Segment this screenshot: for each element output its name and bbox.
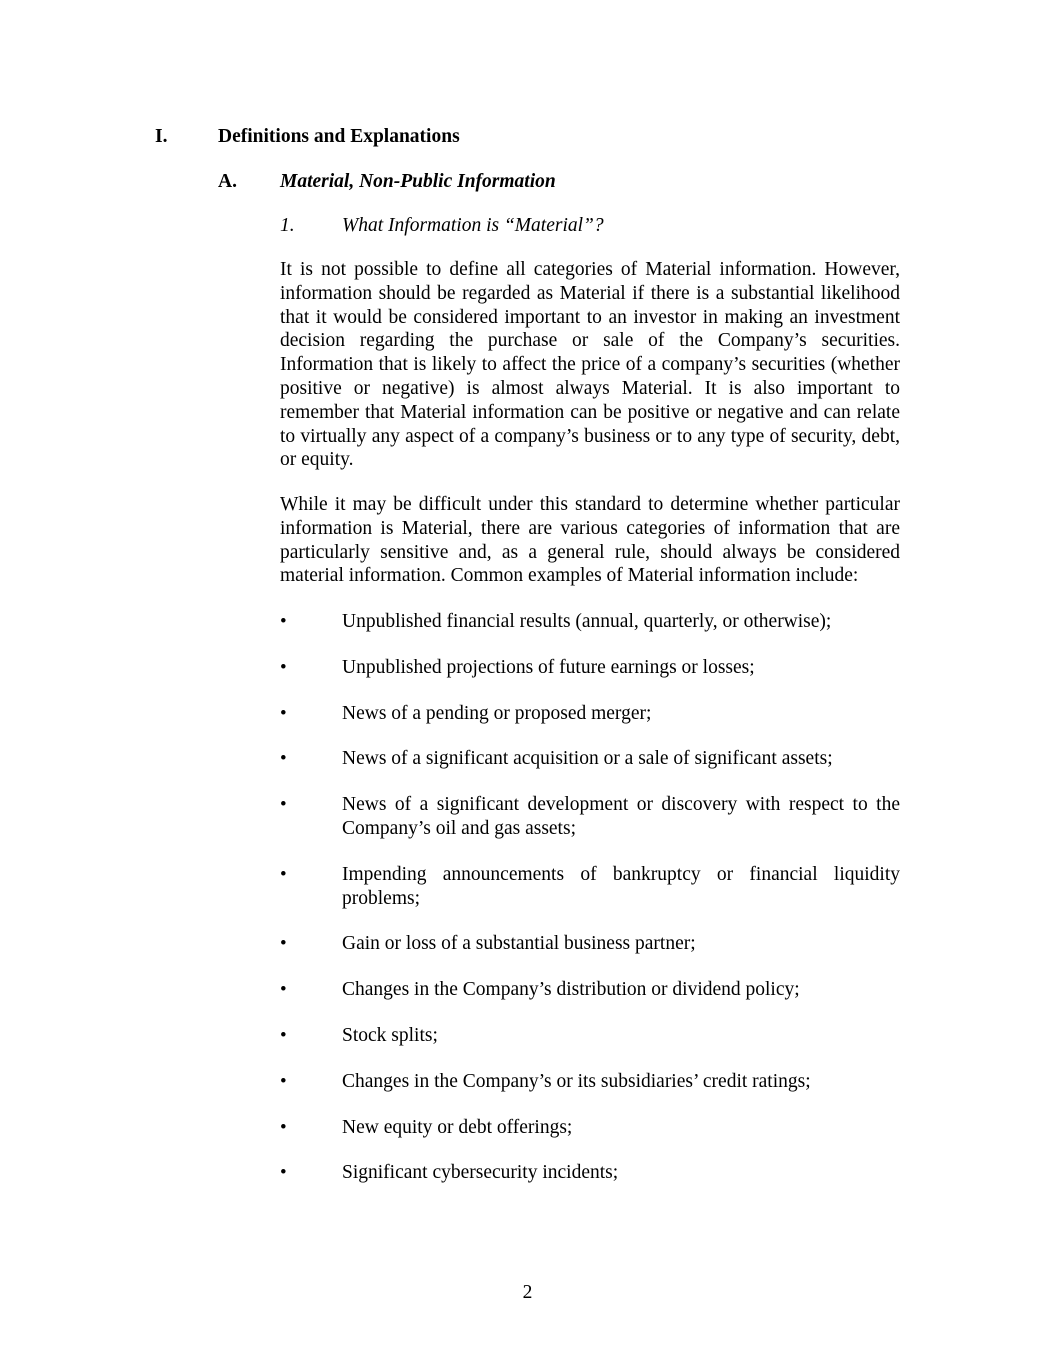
list-item-text: Unpublished projections of future earnings or losses;: [342, 656, 755, 678]
bullet-icon: •: [280, 1162, 287, 1184]
section-number: I.: [155, 126, 168, 147]
paragraph-material-examples-intro: While it may be difficult under this standard to determine whether particular information is Material, there are various categories of information that are particularly sensitive and, as a general rule, should always be considered material information. Common examples of Material information include:: [280, 494, 900, 587]
list-item-text: Stock splits;: [342, 1024, 438, 1046]
list-item: [280, 656, 900, 680]
list-item: [280, 610, 900, 634]
list-item-text: News of a pending or proposed merger;: [342, 702, 652, 724]
list-item-text: Impending announcements of bankruptcy or financial liquidity problems;: [342, 863, 900, 909]
subsection-number: A.: [218, 171, 237, 192]
bullet-icon: •: [280, 656, 287, 678]
list-item: [280, 1070, 900, 1094]
list-item-text: Unpublished financial results (annual, quarterly, or otherwise);: [342, 611, 832, 632]
list-item-text: New equity or debt offerings;: [342, 1116, 573, 1138]
subsection-title: Material, Non-Public Information: [280, 171, 556, 192]
list-item: [280, 1024, 900, 1048]
list-item: [280, 863, 900, 911]
paragraph-material-definition: It is not possible to define all categories of Material information. However, information should be regarded as Material if there is a substantial likelihood that it would be considered important to an investor in making an investment decision regarding the purchase or sale of the Company’s securities. Information that is likely to affect the price of a company’s securities (whether positive or negative) is almost always Material. It is also important to remember that Material information can be positive or negative and can relate to virtually any aspect of a company’s business or to any type of security, debt, or equity.: [280, 259, 900, 471]
page-number: 2: [522, 1282, 533, 1303]
list-item-text: News of a significant development or discovery with respect to the Company’s oil and gas assets;: [342, 794, 900, 839]
list-item: [280, 932, 900, 956]
list-item-text: News of a significant acquisition or a sale of significant assets;: [342, 748, 833, 770]
subsubsection-title: What Information is “Material”?: [342, 215, 604, 236]
list-item: [280, 1161, 900, 1185]
subsubsection-number: 1.: [280, 215, 295, 236]
list-item-text: Changes in the Company’s distribution or dividend policy;: [342, 979, 800, 1001]
list-item: [280, 702, 900, 726]
list-item-text: Changes in the Company’s or its subsidiaries’ credit ratings;: [342, 1070, 811, 1092]
list-item: [280, 1116, 900, 1140]
bullet-icon: •: [280, 794, 287, 816]
list-item: [280, 978, 900, 1002]
bullet-icon: •: [280, 933, 287, 955]
bullet-icon: •: [280, 702, 287, 724]
bullet-icon: •: [280, 1116, 287, 1138]
material-examples-list: [280, 610, 900, 1207]
bullet-icon: •: [280, 611, 287, 632]
bullet-icon: •: [280, 748, 287, 770]
list-item-text: Gain or loss of a substantial business partner;: [342, 933, 696, 955]
bullet-icon: •: [280, 979, 287, 1001]
bullet-icon: •: [280, 1070, 287, 1092]
list-item: [280, 747, 900, 771]
bullet-icon: •: [280, 863, 287, 885]
list-item-text: Significant cybersecurity incidents;: [342, 1162, 619, 1184]
section-title: Definitions and Explanations: [218, 126, 460, 147]
bullet-icon: •: [280, 1024, 287, 1046]
list-item: [280, 793, 900, 841]
